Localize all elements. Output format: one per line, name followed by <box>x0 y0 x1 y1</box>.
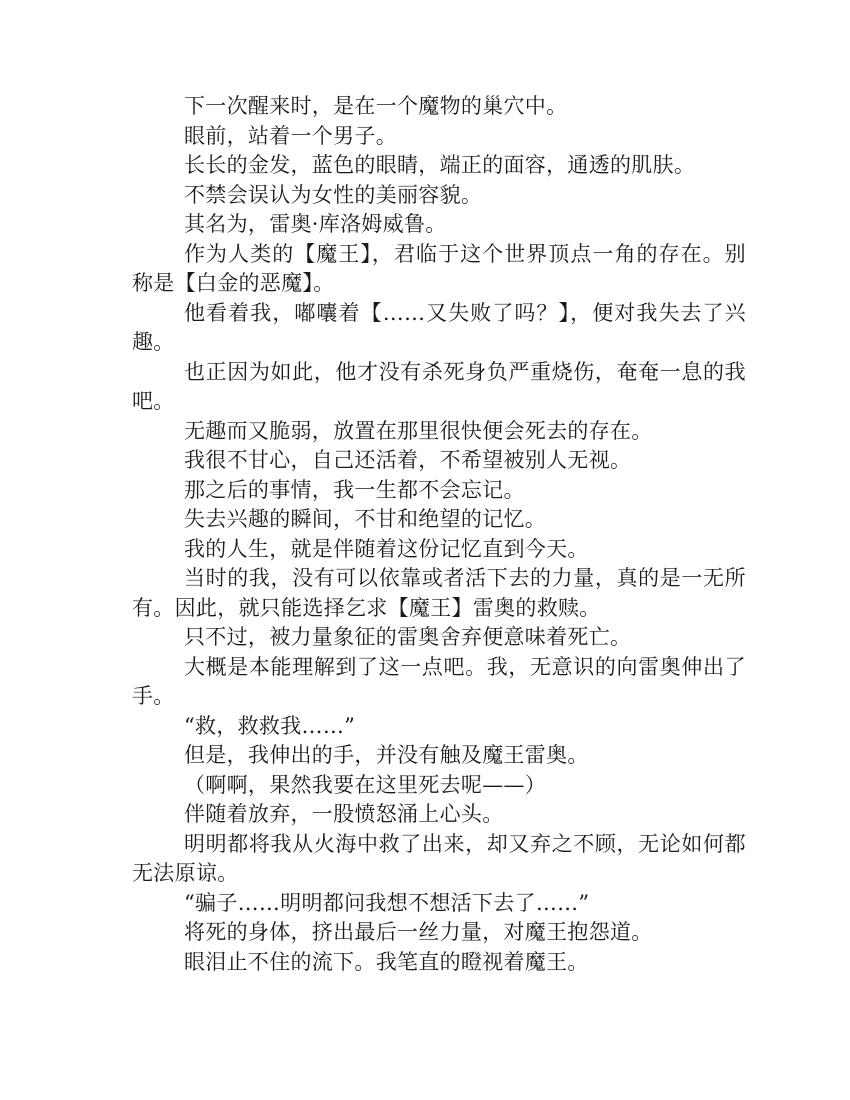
paragraph: 伴随着放弃，一股愤怒涌上心头。 <box>184 802 504 826</box>
paragraph: “救，救救我……” <box>184 713 356 738</box>
paragraph: 明明都将我从火海中救了出来，却又弃之不顾，无论如何都无法原谅。 <box>132 831 746 885</box>
paragraph: 那之后的事情，我一生都不会忘记。 <box>184 477 525 502</box>
paragraph: 眼泪止不住的流下。我笔直的瞪视着魔王。 <box>184 949 589 974</box>
paragraph: 我的人生，就是伴随着这份记忆直到今天。 <box>184 536 589 561</box>
paragraph: 但是，我伸出的手，并没有触及魔王雷奥。 <box>184 743 589 767</box>
paragraph: 不禁会误认为女性的美丽容貌。 <box>184 182 483 207</box>
paragraph: 我很不甘心，自己还活着，不希望被别人无视。 <box>184 448 632 472</box>
paragraph: “骗子……明明都问我想不想活下去了……” <box>184 890 590 915</box>
paragraph: 他看着我，嘟囔着【……又失败了吗？】，便对我失去了兴趣。 <box>132 300 746 354</box>
paragraph: 长长的金发，蓝色的眼睛，端正的面容，通透的肌肤。 <box>184 153 696 177</box>
paragraph: （啊啊，果然我要在这里死去呢——） <box>184 772 547 797</box>
paragraph: 眼前，站着一个男子。 <box>184 123 397 148</box>
paragraph: 下一次醒来时，是在一个魔物的巢穴中。 <box>184 94 568 118</box>
paragraph: 无趣而又脆弱，放置在那里很快便会死去的存在。 <box>184 418 653 443</box>
paragraph: 只不过，被力量象征的雷奥舍弃便意味着死亡。 <box>184 625 632 649</box>
paragraph: 大概是本能理解到了这一点吧。我，无意识的向雷奥伸出了手。 <box>132 654 746 708</box>
paragraph: 将死的身体，挤出最后一丝力量，对魔王抱怨道。 <box>184 920 653 944</box>
paragraph: 作为人类的【魔王】，君临于这个世界顶点一角的存在。别称是【白金的恶魔】。 <box>132 241 746 295</box>
paragraph: 失去兴趣的瞬间，不甘和绝望的记忆。 <box>184 507 547 531</box>
paragraph: 当时的我，没有可以依靠或者活下去的力量，真的是一无所有。因此，就只能选择乞求【魔王】雷奥的救赎。 <box>132 566 746 620</box>
paragraph: 也正因为如此，他才没有杀死身负严重烧伤，奄奄一息的我吧。 <box>132 359 746 413</box>
text-body <box>132 92 746 977</box>
paragraph: 其名为，雷奥·库洛姆威鲁。 <box>184 212 447 236</box>
